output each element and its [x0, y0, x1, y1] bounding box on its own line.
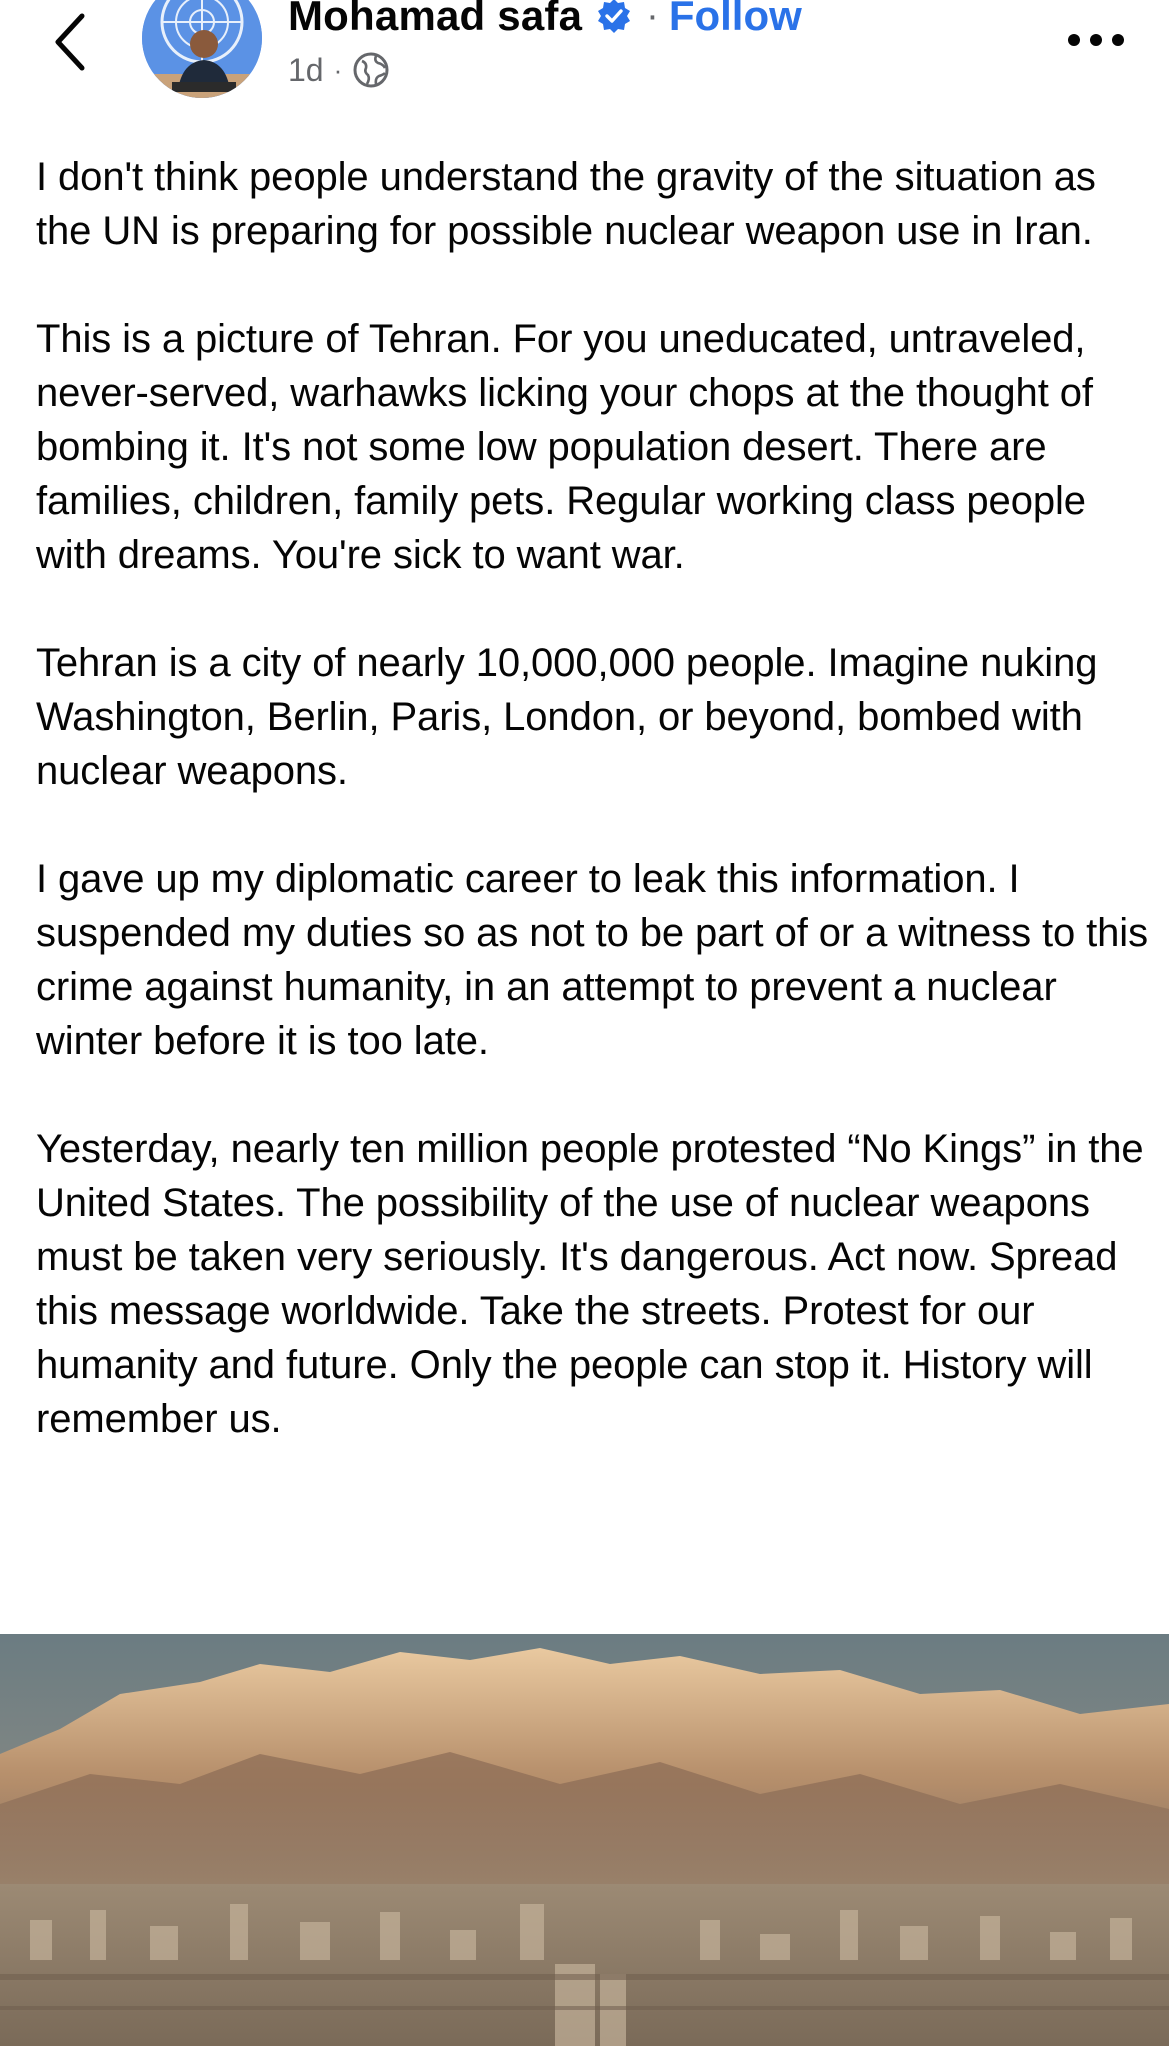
separator-dot: ·: [646, 0, 659, 37]
post-header: [0, 0, 1169, 140]
post-paragraph: I gave up my diplomatic career to leak this information. I suspended my duties so as not to be part of or a witness to this crime against humanity, in an attempt to prevent a nuclear winter before it is too late.: [36, 857, 1148, 1063]
more-options-button[interactable]: [1064, 18, 1128, 62]
post-text: [36, 150, 1156, 1446]
post-paragraph: Yesterday, nearly ten million people protested “No Kings” in the United States. The possibility of the use of nuclear weapons must be taken very seriously. It's dangerous. Act now. Spread this message worldwide. Take the streets. Protest for our humanity and future. Only the people can stop it. History will remember us.: [36, 1127, 1144, 1441]
author-name[interactable]: Mohamad safa: [288, 0, 583, 39]
avatar[interactable]: [142, 0, 262, 98]
timestamp[interactable]: 1d: [288, 51, 324, 88]
post-paragraph: This is a picture of Tehran. For you uneducated, untraveled, never-served, warhawks licking your chops at the thought of bombing it. It's not some low population desert. There are families, children, family pets. Regular working class people with dreams. You're sick to want war.: [36, 317, 1093, 577]
globe-icon: [352, 51, 390, 89]
chevron-left-icon: [52, 12, 88, 72]
post-photo[interactable]: [0, 1634, 1169, 2046]
tehran-city-photo: [0, 1634, 1169, 2046]
follow-button[interactable]: Follow: [668, 0, 802, 39]
post-meta: [288, 48, 390, 92]
verified-badge-icon: [596, 0, 632, 34]
more-horizontal-icon: [1066, 32, 1126, 48]
avatar-image: [142, 0, 262, 98]
back-button[interactable]: [40, 6, 100, 78]
author-row: [288, 0, 802, 46]
meta-separator-dot: ·: [333, 54, 343, 85]
post-paragraph: I don't think people understand the gravity of the situation as the UN is preparing for possible nuclear weapon use in Iran.: [36, 155, 1096, 253]
post-paragraph: Tehran is a city of nearly 10,000,000 people. Imagine nuking Washington, Berlin, Paris, London, or beyond, bombed with nuclear weapons.: [36, 641, 1098, 793]
